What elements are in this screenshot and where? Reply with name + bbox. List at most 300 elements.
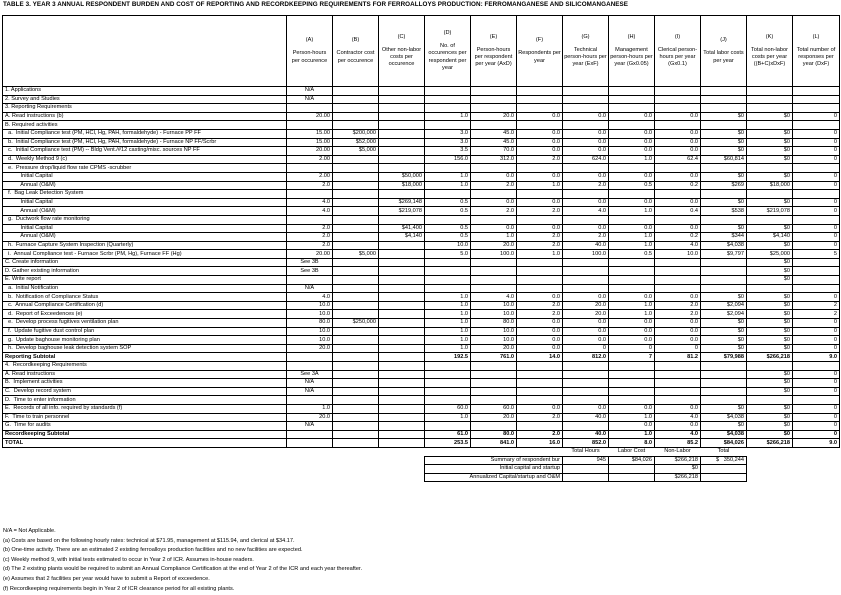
table-cell <box>333 104 379 113</box>
table-cell: 0.0 <box>655 293 701 302</box>
table-cell <box>655 190 701 199</box>
summary-spacer <box>747 473 840 482</box>
table-cell: 20.0 <box>563 310 609 319</box>
table-cell: 0.0 <box>609 293 655 302</box>
row-label: Recordkeeping Subtotal <box>3 430 287 439</box>
table-cell <box>517 276 563 285</box>
summary-value <box>609 465 655 474</box>
table-cell: 7 <box>609 353 655 362</box>
table-cell <box>701 104 747 113</box>
table-cell: 0.0 <box>655 422 701 431</box>
table-cell: 0 <box>793 379 840 388</box>
table-cell: $219,078 <box>379 207 425 216</box>
table-cell <box>379 267 425 276</box>
column-label: Other non-labor costs per occurence <box>381 46 422 68</box>
column-label: Clerical person-hours per year (Gx0.1) <box>657 46 698 68</box>
header-blank <box>3 16 287 87</box>
table-cell <box>333 215 379 224</box>
table-cell <box>471 121 517 130</box>
table-cell <box>793 362 840 371</box>
table-cell <box>333 284 379 293</box>
table-cell <box>793 95 840 104</box>
table-cell <box>517 87 563 96</box>
table-cell <box>747 164 793 173</box>
table-cell: 0.0 <box>655 404 701 413</box>
table-cell <box>701 121 747 130</box>
table-cell: 1.0 <box>517 181 563 190</box>
table-cell <box>747 396 793 405</box>
table-cell: $0 <box>747 241 793 250</box>
table-cell: 2 <box>793 310 840 319</box>
table-cell <box>747 104 793 113</box>
table-cell: 0.0 <box>517 344 563 353</box>
table-row <box>3 293 840 302</box>
table-cell <box>379 95 425 104</box>
table-cell: 20.0 <box>471 344 517 353</box>
table-cell: 10.0 <box>471 301 517 310</box>
table-cell: 85.2 <box>655 439 701 448</box>
table-cell: 0 <box>793 293 840 302</box>
table-cell: $250,000 <box>333 319 379 328</box>
table-cell: $0 <box>747 387 793 396</box>
column-letter: (C) <box>397 33 406 40</box>
table-cell <box>379 147 425 156</box>
table-cell: 3.5 <box>425 147 471 156</box>
summary-value: $0 <box>655 465 701 474</box>
row-label: h. Develop baghouse leak detection system SOP <box>3 344 287 353</box>
table-cell: 2.0 <box>517 310 563 319</box>
table-cell: 60.0 <box>425 404 471 413</box>
table-cell <box>379 87 425 96</box>
column-letter: (E) <box>489 33 498 40</box>
column-label: Technical person-hours per year (ExF) <box>564 46 607 68</box>
table-cell <box>563 387 609 396</box>
table-cell: $84,026 <box>701 439 747 448</box>
summary-spacer <box>425 447 471 456</box>
summary-spacer <box>747 456 840 465</box>
table-cell: 1.0 <box>425 301 471 310</box>
table-cell <box>333 430 379 439</box>
table-row <box>3 207 840 216</box>
table-cell: 10.0 <box>287 327 333 336</box>
table-row <box>3 121 840 130</box>
table-cell: 0.0 <box>609 224 655 233</box>
table-cell <box>609 95 655 104</box>
table-cell <box>563 370 609 379</box>
table-row <box>3 241 840 250</box>
row-label: e. Pressure drop/liquid flow rate CPMS -scrubber <box>3 164 287 173</box>
table-cell <box>609 276 655 285</box>
table-cell <box>333 396 379 405</box>
table-cell <box>701 284 747 293</box>
table-cell: 0.0 <box>471 198 517 207</box>
table-cell: N/A <box>287 95 333 104</box>
table-cell <box>701 276 747 285</box>
table-cell: 14.0 <box>517 353 563 362</box>
table-cell <box>379 164 425 173</box>
table-cell: 20.0 <box>471 241 517 250</box>
table-cell: 0 <box>793 147 840 156</box>
table-cell <box>333 362 379 371</box>
table-cell: 2.0 <box>563 233 609 242</box>
table-cell: $0 <box>747 155 793 164</box>
table-cell: 0.0 <box>609 138 655 147</box>
table-cell: 1.0 <box>425 181 471 190</box>
table-cell <box>379 138 425 147</box>
row-label: C. Develop record system <box>3 387 287 396</box>
column-header <box>793 16 840 87</box>
column-label: Person-hours per occurence <box>291 50 328 64</box>
summary-value <box>701 465 747 474</box>
table-cell: 20.00 <box>287 250 333 259</box>
table-cell: $4,140 <box>379 233 425 242</box>
summary-value: 945 <box>563 456 609 465</box>
table-cell <box>655 379 701 388</box>
table-cell: 9.0 <box>793 439 840 448</box>
table-row <box>3 267 840 276</box>
table-cell: 0.0 <box>517 336 563 345</box>
table-cell <box>471 396 517 405</box>
table-row <box>3 276 840 285</box>
table-cell <box>333 190 379 199</box>
table-cell: $0 <box>701 344 747 353</box>
table-cell <box>333 370 379 379</box>
summary-value: $266,218 <box>655 473 701 482</box>
table-cell <box>425 104 471 113</box>
table-cell <box>793 396 840 405</box>
table-cell: $0 <box>747 319 793 328</box>
table-cell: 0 <box>793 422 840 431</box>
table-cell: 0.5 <box>425 233 471 242</box>
table-cell: 0.0 <box>563 129 609 138</box>
table-cell <box>287 362 333 371</box>
table-cell <box>517 164 563 173</box>
table-row <box>3 250 840 259</box>
table-cell: 761.0 <box>471 353 517 362</box>
table-cell: $9,797 <box>701 250 747 259</box>
table-cell: 15.00 <box>287 129 333 138</box>
table-cell: 80.0 <box>287 319 333 328</box>
table-cell: $52,000 <box>333 138 379 147</box>
table-cell <box>655 121 701 130</box>
table-row <box>3 310 840 319</box>
table-cell <box>425 164 471 173</box>
table-cell: 1.0 <box>471 233 517 242</box>
table-row <box>3 387 840 396</box>
table-cell: $0 <box>701 224 747 233</box>
table-cell: 0 <box>793 319 840 328</box>
summary-spacer <box>3 465 425 474</box>
table-cell <box>655 396 701 405</box>
table-cell: 20.0 <box>471 112 517 121</box>
table-cell: $0 <box>747 267 793 276</box>
table-cell <box>425 396 471 405</box>
summary-header: Total Hours <box>571 448 600 455</box>
summary-header: Labor Cost <box>617 448 646 455</box>
table-cell: 1.0 <box>425 344 471 353</box>
table-cell: 0.0 <box>609 336 655 345</box>
table-cell: $0 <box>701 172 747 181</box>
table-cell: $0 <box>747 224 793 233</box>
table-cell: $0 <box>747 379 793 388</box>
row-label: A. Read instructions (b) <box>3 112 287 121</box>
table-cell: See 3B <box>287 267 333 276</box>
table-cell <box>563 422 609 431</box>
table-cell <box>563 396 609 405</box>
table-cell: 2.0 <box>287 181 333 190</box>
table-cell <box>287 215 333 224</box>
column-letter: (K) <box>765 33 774 40</box>
table-cell: 2.0 <box>287 233 333 242</box>
table-cell <box>425 258 471 267</box>
row-label: d. Report of Exceedences (e) <box>3 310 287 319</box>
table-cell: $0 <box>701 293 747 302</box>
header-row <box>3 16 840 87</box>
table-cell: 0.0 <box>563 319 609 328</box>
table-cell <box>747 284 793 293</box>
table-cell <box>793 267 840 276</box>
table-cell <box>701 379 747 388</box>
table-row <box>3 190 840 199</box>
column-header <box>379 16 425 87</box>
table-cell <box>517 284 563 293</box>
table-row <box>3 336 840 345</box>
table-cell <box>701 164 747 173</box>
table-cell: $266,218 <box>747 439 793 448</box>
table-cell: $60,814 <box>701 155 747 164</box>
table-cell <box>793 87 840 96</box>
table-cell: 10.0 <box>471 336 517 345</box>
table-row <box>3 258 840 267</box>
row-label: g. Update baghouse monitoring plan <box>3 336 287 345</box>
table-cell: 2.0 <box>517 413 563 422</box>
table-cell <box>563 164 609 173</box>
table-cell: 0.0 <box>563 404 609 413</box>
table-cell <box>425 121 471 130</box>
table-cell: 4.0 <box>655 430 701 439</box>
table-cell <box>379 422 425 431</box>
table-cell: 0 <box>793 241 840 250</box>
table-cell <box>609 164 655 173</box>
table-cell <box>747 95 793 104</box>
summary-header: Non-Labor <box>664 448 691 455</box>
table-cell: $0 <box>747 430 793 439</box>
table-cell <box>655 258 701 267</box>
table-cell: $219,078 <box>747 207 793 216</box>
column-header <box>333 16 379 87</box>
table-cell: 2.0 <box>655 310 701 319</box>
row-label: i. Annual Compliance test - Furnace Scrbr (PM, Hg), Furnace FF (Hg) <box>3 250 287 259</box>
table-cell <box>333 95 379 104</box>
row-label: f. Bag Leak Detection System <box>3 190 287 199</box>
table-cell: 0.0 <box>517 172 563 181</box>
table-cell <box>701 396 747 405</box>
table-cell: 60.0 <box>471 404 517 413</box>
table-row <box>3 353 840 362</box>
table-cell: $0 <box>747 404 793 413</box>
table-cell: 45.0 <box>471 129 517 138</box>
table-cell: 253.5 <box>425 439 471 448</box>
table-cell <box>563 276 609 285</box>
table-cell <box>425 284 471 293</box>
table-cell: $0 <box>747 344 793 353</box>
table-cell <box>333 404 379 413</box>
table-cell <box>333 387 379 396</box>
table-row <box>3 104 840 113</box>
table-cell <box>379 104 425 113</box>
table-cell <box>333 327 379 336</box>
table-cell <box>287 164 333 173</box>
table-cell: 0.0 <box>563 172 609 181</box>
table-cell: 1.0 <box>425 310 471 319</box>
table-cell <box>655 362 701 371</box>
table-cell <box>609 362 655 371</box>
row-label: b. Initial Compliance test (PM, HCl, Hg, PAH, formaldehyde) - Furnace NP FF/Scrbr <box>3 138 287 147</box>
table-cell: 0.5 <box>609 181 655 190</box>
row-label: E. Records of all info. required by standards (f) <box>3 404 287 413</box>
table-cell: 0.0 <box>517 129 563 138</box>
table-row <box>3 370 840 379</box>
table-cell <box>701 267 747 276</box>
table-cell: 0 <box>793 138 840 147</box>
column-letter: (I) <box>674 33 681 40</box>
summary-value <box>701 473 747 482</box>
table-cell <box>471 258 517 267</box>
table-row <box>3 198 840 207</box>
table-cell <box>701 190 747 199</box>
table-cell: 0 <box>793 112 840 121</box>
table-cell: 0.0 <box>609 404 655 413</box>
column-letter: (A) <box>305 37 314 44</box>
table-cell: 0.0 <box>655 112 701 121</box>
table-cell: 0.2 <box>655 233 701 242</box>
table-cell <box>379 379 425 388</box>
table-cell: 0 <box>793 233 840 242</box>
table-cell <box>747 190 793 199</box>
table-cell <box>287 276 333 285</box>
table-cell <box>379 284 425 293</box>
row-label: 4. Recordkeeping Requirements <box>3 362 287 371</box>
table-cell <box>747 87 793 96</box>
table-cell: $0 <box>747 276 793 285</box>
table-cell <box>425 362 471 371</box>
table-cell <box>379 121 425 130</box>
table-cell <box>563 267 609 276</box>
table-cell <box>425 87 471 96</box>
table-cell <box>609 104 655 113</box>
table-cell: $0 <box>747 413 793 422</box>
table-cell: 1.0 <box>609 413 655 422</box>
table-cell <box>609 121 655 130</box>
table-cell <box>379 336 425 345</box>
table-cell: 0.0 <box>655 172 701 181</box>
table-cell <box>379 190 425 199</box>
table-row <box>3 95 840 104</box>
table-cell: $0 <box>747 147 793 156</box>
table-cell <box>333 413 379 422</box>
footnote: N/A = Not Applicable. <box>3 528 56 534</box>
table-cell <box>655 387 701 396</box>
column-header <box>655 16 701 87</box>
table-cell: 2.0 <box>517 155 563 164</box>
table-cell: 1.0 <box>425 293 471 302</box>
table-cell <box>379 387 425 396</box>
table-row <box>3 164 840 173</box>
table-cell <box>287 190 333 199</box>
table-cell <box>425 95 471 104</box>
table-cell: 0.0 <box>609 172 655 181</box>
column-label: Person-hours per respondent per year (AxD) <box>474 46 513 68</box>
summary-spacer <box>517 447 563 456</box>
table-cell <box>425 370 471 379</box>
table-cell: 1.0 <box>425 112 471 121</box>
row-label: g. Ductwork flow rate monitoring <box>3 215 287 224</box>
table-cell: 62.4 <box>655 155 701 164</box>
summary-value <box>609 473 655 482</box>
table-cell: 0.0 <box>471 172 517 181</box>
table-cell: $4,038 <box>701 241 747 250</box>
table-cell <box>333 439 379 448</box>
table-cell <box>379 276 425 285</box>
summary-header-row <box>3 447 840 456</box>
table-cell <box>471 215 517 224</box>
table-cell: 4.0 <box>655 413 701 422</box>
table-cell: 0.0 <box>517 198 563 207</box>
table-cell: 0 <box>563 344 609 353</box>
table-cell: 2.0 <box>471 207 517 216</box>
table-cell <box>517 379 563 388</box>
table-cell <box>471 190 517 199</box>
table-cell: 0.0 <box>471 224 517 233</box>
table-cell <box>333 121 379 130</box>
table-cell: 1.0 <box>609 430 655 439</box>
table-cell <box>379 319 425 328</box>
table-cell <box>379 215 425 224</box>
table-cell <box>287 104 333 113</box>
table-cell: 2.0 <box>287 241 333 250</box>
table-cell: $0 <box>747 293 793 302</box>
table-cell <box>517 370 563 379</box>
table-cell: 0.0 <box>609 319 655 328</box>
table-cell <box>333 336 379 345</box>
table-cell <box>609 396 655 405</box>
column-letter: (G) <box>581 33 590 40</box>
table-cell <box>379 413 425 422</box>
table-cell <box>747 121 793 130</box>
table-cell <box>425 276 471 285</box>
table-cell: 1.0 <box>609 207 655 216</box>
summary-header: Total <box>717 448 730 455</box>
table-row <box>3 430 840 439</box>
table-cell <box>425 267 471 276</box>
table-cell <box>517 104 563 113</box>
table-cell <box>701 87 747 96</box>
table-cell <box>471 370 517 379</box>
table-cell <box>379 155 425 164</box>
table-cell: 0.0 <box>655 224 701 233</box>
table-cell: 70.0 <box>471 147 517 156</box>
table-row <box>3 112 840 121</box>
table-cell: 9.0 <box>793 353 840 362</box>
table-cell: 1.0 <box>425 319 471 328</box>
summary-row <box>3 473 840 482</box>
table-cell: 2.0 <box>517 241 563 250</box>
table-cell <box>471 422 517 431</box>
table-cell: 2.0 <box>517 233 563 242</box>
table-cell <box>379 301 425 310</box>
table-cell <box>287 430 333 439</box>
table-cell: 1.0 <box>609 241 655 250</box>
